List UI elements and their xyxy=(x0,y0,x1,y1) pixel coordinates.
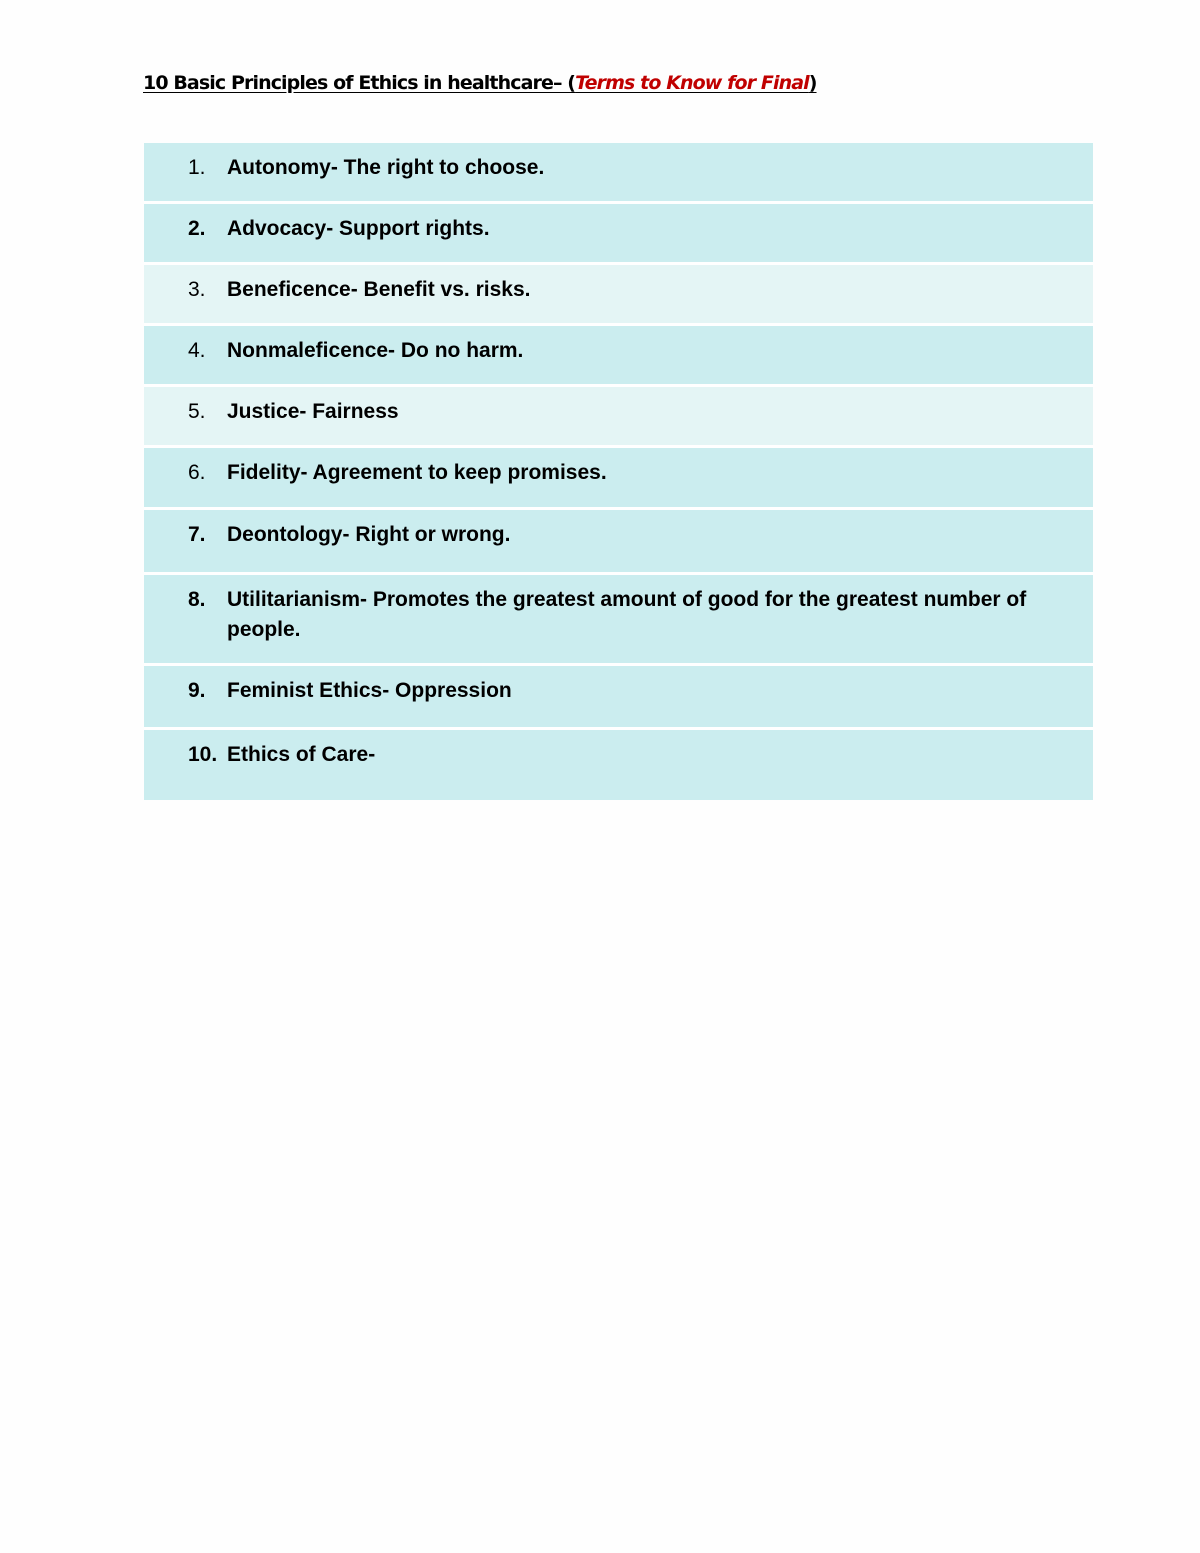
term-row-fidelity xyxy=(144,448,1093,510)
title-accent: Terms to Know for Final xyxy=(575,72,809,94)
terms-table xyxy=(144,143,1093,800)
term-row-ethics-of-care xyxy=(144,730,1093,800)
term-text: Feminist Ethics- Oppression xyxy=(227,679,512,702)
term-text: Deontology- Right or wrong. xyxy=(227,523,511,546)
title-main: 10 Basic Principles of Ethics in healthcare– ( xyxy=(143,72,576,94)
term-number: 10. xyxy=(188,743,218,766)
term-number: 3. xyxy=(188,278,206,301)
term-number: 4. xyxy=(188,339,206,362)
term-text: Nonmaleficence- Do no harm. xyxy=(227,339,524,362)
page-title xyxy=(143,72,817,94)
term-number: 1. xyxy=(188,156,206,179)
term-text: Autonomy- The right to choose. xyxy=(227,156,545,179)
term-row-deontology xyxy=(144,510,1093,575)
term-number: 2. xyxy=(188,217,206,240)
term-row-advocacy xyxy=(144,204,1093,265)
term-text: Ethics of Care- xyxy=(227,743,376,766)
term-number: 5. xyxy=(188,400,206,423)
term-row-nonmaleficence xyxy=(144,326,1093,387)
term-number: 9. xyxy=(188,679,206,702)
term-text: Justice- Fairness xyxy=(227,400,399,423)
term-text: Advocacy- Support rights. xyxy=(227,217,490,240)
term-row-beneficence xyxy=(144,265,1093,326)
title-close: ) xyxy=(808,72,817,94)
term-text: Fidelity- Agreement to keep promises. xyxy=(227,461,607,484)
term-row-utilitarianism xyxy=(144,575,1093,666)
term-number: 8. xyxy=(188,588,206,611)
term-row-autonomy xyxy=(144,143,1093,204)
term-row-feminist-ethics xyxy=(144,666,1093,730)
term-number: 7. xyxy=(188,523,206,546)
term-text: Utilitarianism- Promotes the greatest amount of good for the greatest number of people. xyxy=(227,588,1027,641)
term-text: Beneficence- Benefit vs. risks. xyxy=(227,278,531,301)
term-row-justice xyxy=(144,387,1093,448)
term-number: 6. xyxy=(188,461,206,484)
